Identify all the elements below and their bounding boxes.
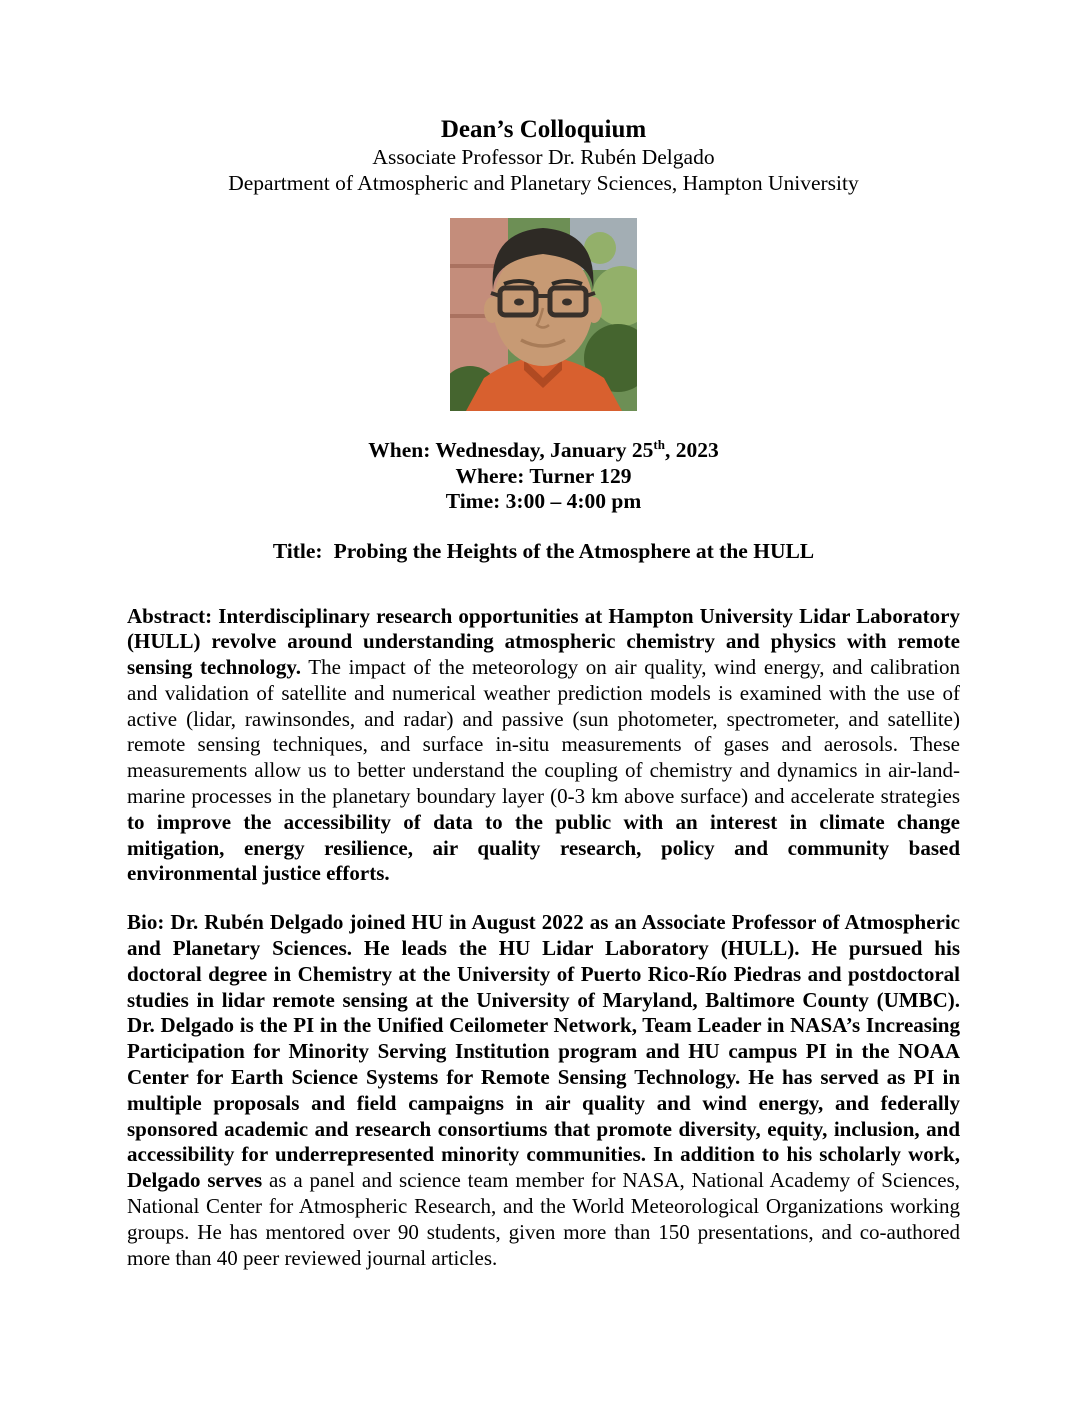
abstract-bold-end: to improve the accessibility of data to the public with an interest in climate change mitigation, energy resilience, air quality research, policy and community based environmental justice efforts. bbox=[127, 809, 960, 886]
bio-regular-end: as a panel and science team member for NASA, National Academy of Sciences, National Center for Atmospheric Research, and the World Meteorological Organizations working groups. He has mentored over 90 students, given more than 150 presentations, and co-authored more than 40 peer reviewed journal articles. bbox=[127, 1168, 960, 1270]
bio-bold-main: Dr. Rubén Delgado joined HU in August 2022 as an Associate Professor of Atmospheric and Planetary Sciences. He leads the HU Lidar Laboratory (HULL). He pursued his doctoral degree in Chemistry at the University of Puerto Rico-Río Piedras and postdoctoral studies in lidar remote sensing at the University of Maryland, Baltimore County (UMBC). Dr. Delgado is the PI in the Unified Ceilometer Network, Team Leader in NASA’s Increasing Participation for Minority Serving Institution program and HU campus PI in the NOAA Center for Earth Science Systems for Remote Sensing Technology. He has served as PI in multiple proposals and field campaigns in air quality and wind energy, and federally sponsored academic and research consortiums that promote diversity, equity, inclusion, and accessibility for underrepresented minority communities. In addition to his scholarly work, Delgado serves bbox=[127, 910, 960, 1193]
bio-label: Bio: bbox=[127, 910, 165, 935]
where-line bbox=[127, 464, 960, 490]
eye bbox=[562, 299, 572, 306]
time-label: Time: bbox=[445, 489, 501, 513]
time-value: 3:00 – 4:00 pm bbox=[500, 489, 642, 513]
talk-title-label: Title: bbox=[272, 538, 323, 563]
department-line: Department of Atmospheric and Planetary Sciences, Hampton University bbox=[228, 171, 859, 195]
bio-paragraph bbox=[127, 910, 960, 1271]
when-label: When: bbox=[368, 438, 431, 462]
talk-title: Probing the Heights of the Atmosphere at the HULL bbox=[333, 538, 815, 563]
when-year: , 2023 bbox=[664, 438, 719, 462]
where-value: Turner 129 bbox=[524, 463, 632, 488]
abstract-body: The impact of the meteorology on air quality, wind energy, and calibration and validation of satellite and numerical weather prediction models is examined with the use of active (lidar, rawinsondes, and radar) and passive (sun photometer, spectrometer, and satellite) remote sensing techniques, and surface in-situ measurements of gases and aerosols. These measurements allow us to better understand the coupling of chemistry and dynamics in air-land-marine processes in the planetary boundary layer (0-3 km above surface) and accelerate strategies bbox=[127, 655, 960, 809]
where-label: Where: bbox=[455, 463, 525, 488]
speaker-name: Associate Professor Dr. Rubén Delgado bbox=[372, 145, 715, 169]
when-ordinal: th bbox=[653, 436, 665, 452]
speaker-photo bbox=[450, 218, 637, 411]
speaker-portrait-illustration bbox=[450, 218, 637, 411]
abstract-label: Abstract: bbox=[127, 603, 213, 628]
when-date: Wednesday, January 25 bbox=[430, 438, 654, 462]
document-title: Dean’s Colloquium bbox=[440, 116, 647, 143]
when-line bbox=[127, 438, 960, 464]
event-details bbox=[127, 438, 960, 515]
time-line bbox=[127, 489, 960, 515]
eye bbox=[514, 299, 524, 306]
abstract-paragraph bbox=[127, 604, 960, 888]
talk-title-line bbox=[127, 538, 960, 564]
document-header bbox=[127, 116, 960, 196]
abstract-bold-intro: Interdisciplinary research opportunities at Hampton University Lidar Laboratory (HULL) revolve around understanding atmospheric chemistry and physics with remote sensing technology. bbox=[127, 603, 960, 680]
